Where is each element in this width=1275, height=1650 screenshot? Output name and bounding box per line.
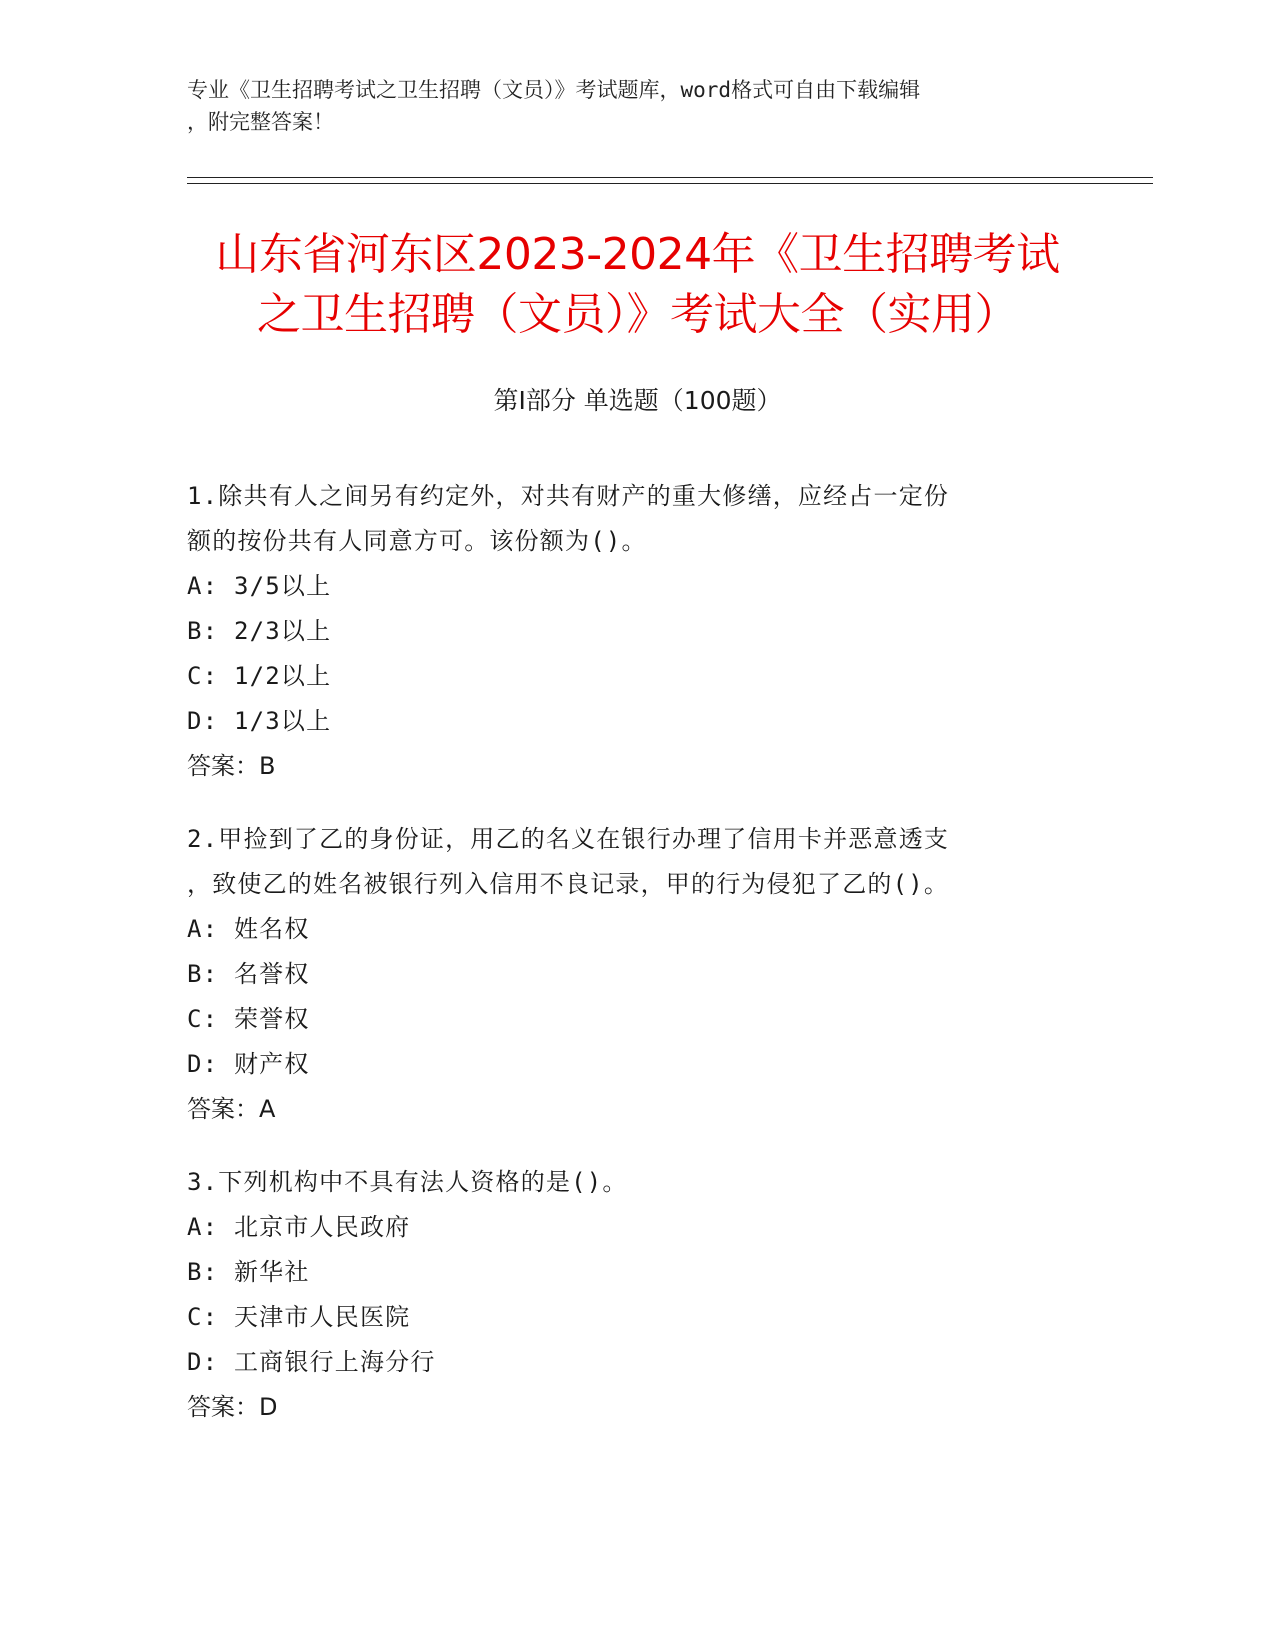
option-a: A: 3/5以上 (187, 572, 332, 600)
section-title: 第Ⅰ部分 单选题（100题） (493, 386, 782, 415)
question-list (187, 474, 1067, 1458)
option-b: B: 2/3以上 (187, 617, 332, 645)
option-c: C: 荣誉权 (187, 1005, 310, 1033)
answer: 答案：A (187, 1095, 276, 1123)
answer: 答案：B (187, 752, 276, 780)
option-d: D: 工商银行上海分行 (187, 1348, 436, 1376)
option-b: B: 名誉权 (187, 960, 310, 988)
header-divider-bottom (187, 183, 1153, 184)
option-c: C: 1/2以上 (187, 662, 332, 690)
question-stem-line: 额的按份共有人同意方可。该份额为()。 (187, 527, 647, 555)
question-2 (187, 817, 1067, 1132)
option-d: D: 1/3以上 (187, 707, 332, 735)
option-a: A: 姓名权 (187, 915, 310, 943)
option-d: D: 财产权 (187, 1050, 310, 1078)
question-1 (187, 474, 1067, 789)
question-3 (187, 1160, 1067, 1430)
document-title (140, 225, 1135, 345)
question-stem-line: ，致使乙的姓名被银行列入信用不良记录，甲的行为侵犯了乙的()。 (187, 870, 950, 898)
answer: 答案：D (187, 1393, 278, 1421)
header-note-line-1: 专业《卫生招聘考试之卫生招聘（文员）》考试题库，word格式可自由下载编辑 (187, 78, 921, 102)
option-b: B: 新华社 (187, 1258, 310, 1286)
question-stem-line: 2.甲捡到了乙的身份证，用乙的名义在银行办理了信用卡并恶意透支 (187, 825, 950, 853)
document-title-line-1: 山东省河东区2023-2024年《卫生招聘考试 (215, 229, 1060, 280)
option-a: A: 北京市人民政府 (187, 1213, 411, 1241)
question-stem-line: 3.下列机构中不具有法人资格的是()。 (187, 1168, 628, 1196)
header-note (187, 74, 1067, 138)
header-note-line-2: ，附完整答案！ (187, 110, 334, 134)
header-divider-top (187, 177, 1153, 178)
question-stem-line: 1.除共有人之间另有约定外，对共有财产的重大修缮，应经占一定份 (187, 482, 950, 510)
document-title-line-2: 之卫生招聘（文员）》考试大全（实用） (257, 289, 1018, 340)
option-c: C: 天津市人民医院 (187, 1303, 411, 1331)
